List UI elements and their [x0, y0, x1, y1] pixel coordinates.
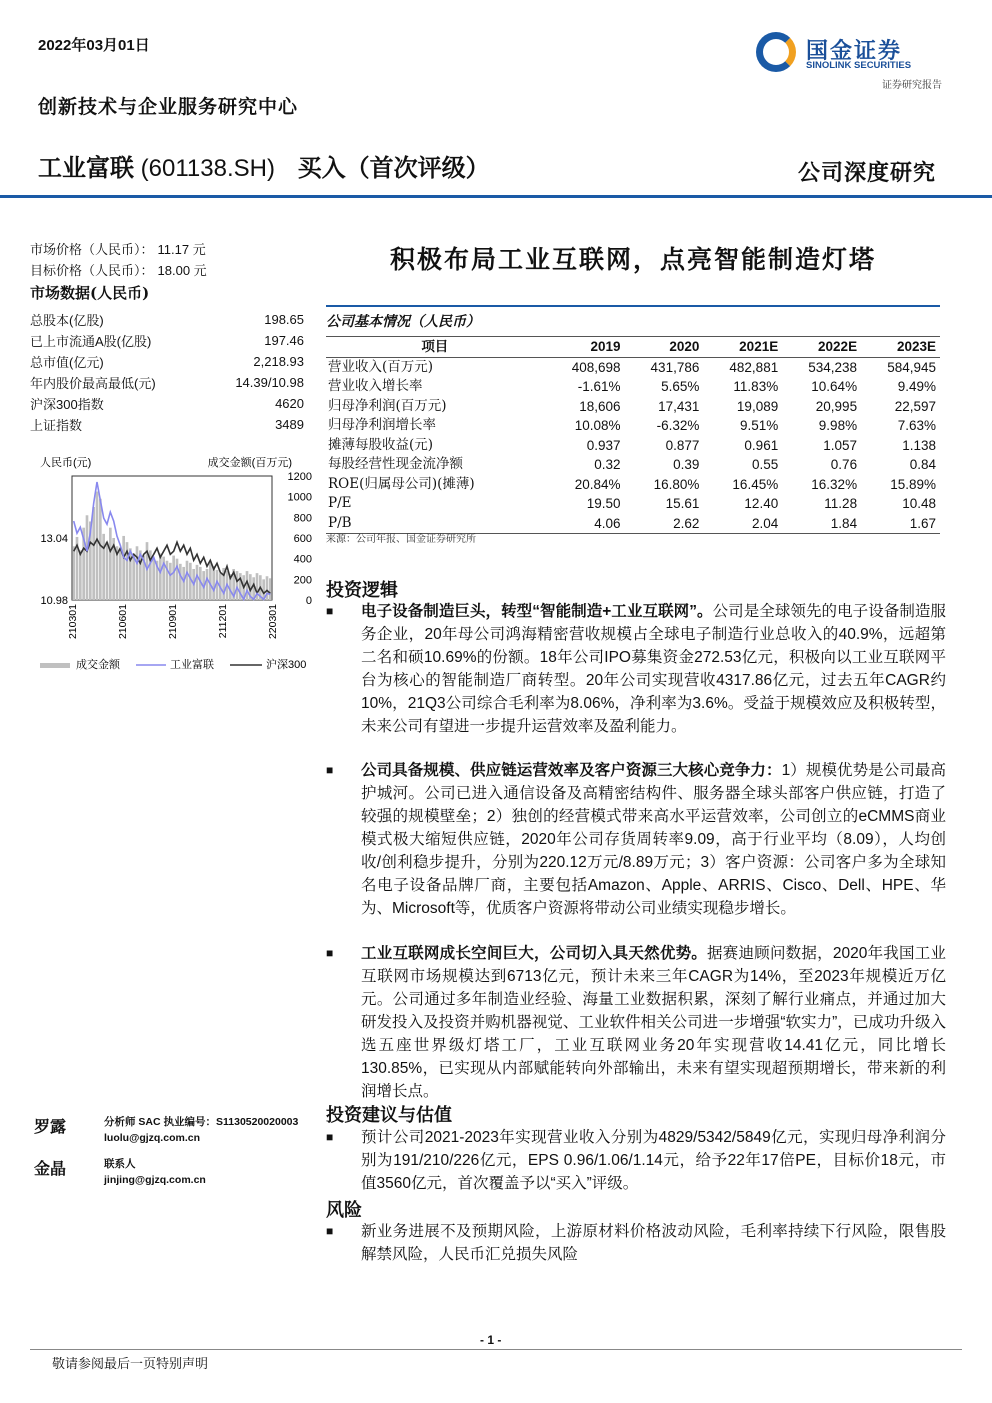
table-cell: 2.04: [703, 514, 782, 534]
price-label: 市场价格（人民币）：: [30, 242, 154, 257]
table-source: 来源：公司年报、国金证券研究所: [326, 534, 476, 545]
table-row-label: 营业收入(百万元): [328, 358, 434, 375]
market-data-value: 198.65: [264, 312, 304, 327]
table-row: [326, 455, 940, 475]
paragraph-lead: 公司具备规模、供应链运营效率及客户资源三大核心竞争力：: [361, 762, 782, 779]
rating: 买入（首次评级）: [297, 155, 490, 182]
volume-bar: [96, 492, 99, 601]
table-cell: 9.49%: [897, 379, 936, 394]
left-tick-label: 10.98: [40, 595, 68, 607]
table-header-cell: 2021E: [703, 337, 782, 358]
table-cell: 16.45%: [732, 476, 779, 492]
x-tick-label: 210301: [67, 604, 79, 640]
x-tick-label: 211201: [217, 604, 229, 639]
legend-label: 成交金额: [76, 659, 120, 671]
table-cell: 408,698: [571, 359, 621, 375]
table-cell: 534,238: [808, 359, 858, 375]
table-row: [326, 377, 940, 397]
table-cell: 0.937: [586, 437, 621, 453]
target-price-row: [30, 259, 316, 280]
stock-code: (601138.SH): [140, 155, 275, 182]
stock-price-chart: [30, 452, 320, 684]
bullet-icon: ■: [326, 763, 334, 777]
volume-bar: [196, 565, 199, 600]
table-cell: 1.84: [782, 514, 861, 534]
report-date: 2022年03月01日: [38, 37, 150, 54]
volume-bar: [136, 546, 139, 600]
table-cell: 2.62: [625, 514, 704, 534]
price-value: 18.00 元: [157, 263, 207, 278]
paragraph-lead: 电子设备制造巨头，转型“智能制造+工业互联网”。: [361, 603, 713, 620]
bullet-icon: ■: [326, 1224, 334, 1238]
price-value: 11.17 元: [157, 242, 206, 257]
market-data-label: 已上市流通A股(亿股): [30, 334, 152, 349]
legend-label: 工业富联: [170, 659, 214, 671]
table-cell: 22,597: [894, 398, 936, 414]
table-cell: 20,995: [815, 398, 858, 414]
analyst-info: [104, 1156, 206, 1188]
table-header-cell: 2019: [546, 337, 625, 358]
table-cell: 16.80%: [653, 476, 700, 492]
table-cell: 0.76: [830, 457, 858, 472]
table-cell: -6.32%: [656, 418, 700, 433]
table-row-label: 每股经营性现金流净额: [328, 456, 463, 472]
table-row: [326, 416, 940, 436]
right-tick-label: 1000: [287, 491, 312, 504]
volume-bar: [72, 546, 75, 600]
volume-bar: [86, 515, 89, 600]
volume-bar: [269, 578, 272, 600]
table-cell: 482,881: [729, 359, 779, 375]
market-price-row: [30, 238, 316, 259]
paragraph-body: 1）规模优势是公司最高护城河。公司已进入通信设备及高精密结构件、服务器全球头部客户供应链，打造了较强的规模壁垒；2）独创的经营模式带来高水平运营效率，公司创立的eCMMS商业模式极大缩短供应链，2020年公司存货周转率9.09，高于行业平均（8.09），人均创收/创利稳步提升，分别为220.12万元/8.89万元；3）客户资源：公司客户多为全球知名电子设备品牌厂商，主要包括Amazon、Apple、ARRIS、Cisco、Dell、HPE、华为、Microsoft等，优质客户资源将带动公司业绩实现稳步增长。: [361, 762, 946, 917]
paragraph-body: 据赛迪顾问数据，2020年我国工业互联网市场规模达到6713亿元，预计未来三年CAGR为14%，至2023年规模近万亿元。公司通过多年制造业经验、海量工业数据积累，深刻了解行业痛点，并通过加大研发投入及投资并购机器视觉、工业软件相关公司进一步增强“软实力”，已成功升级入选五座世界级灯塔工厂，工业互联网业务20年实现营收14.41亿元，同比增长130.85%，已实现从内部赋能转向外部输出，未来有望实现超预期增长，带来新的利润增长点。: [361, 945, 946, 1100]
table-cell: 16.32%: [811, 476, 858, 492]
report-type: 公司深度研究: [797, 160, 936, 186]
volume-bar: [122, 536, 125, 600]
legend-label: 沪深300: [266, 659, 307, 671]
volume-bar: [109, 528, 112, 600]
right-tick-label: 800: [293, 512, 312, 525]
table-row-label: 摊薄每股收益(元): [328, 436, 434, 453]
bullet-icon: ■: [326, 604, 334, 618]
table-caption: 公司基本情况（人民币）: [326, 314, 480, 330]
table-cell: 15.61: [665, 496, 700, 511]
price-block: [30, 238, 316, 435]
financial-summary-table: [326, 336, 940, 534]
table-cell: 584,945: [887, 359, 936, 375]
price-label: 目标价格（人民币）：: [30, 263, 154, 278]
analyst-entry: [34, 1114, 324, 1146]
section-title-risk: 风险: [326, 1200, 362, 1221]
paragraph-lead: 工业互联网成长空间巨大，公司切入具天然优势。: [361, 945, 708, 962]
bullet-icon: ■: [326, 1130, 334, 1144]
table-cell: 19,089: [736, 398, 779, 414]
table-row-label: P/B: [326, 514, 546, 534]
right-tick-label: 600: [293, 533, 312, 545]
x-tick-label: 210601: [117, 604, 129, 640]
right-tick-label: 0: [305, 595, 312, 607]
table-cell: 12.40: [744, 496, 779, 511]
logo-english-name: SINOLINK SECURITIES: [806, 60, 912, 71]
logo-chinese-name: 国金证券: [806, 38, 903, 63]
market-data-row: [30, 414, 316, 435]
section-title-logic: 投资逻辑: [326, 580, 398, 601]
table-header-cell: 2023E: [861, 337, 940, 358]
table-cell: 10.08%: [574, 418, 621, 433]
company-name: 工业富联: [38, 155, 134, 182]
table-row-label: 营业收入增长率: [328, 378, 423, 394]
table-cell: 20.84%: [574, 476, 621, 492]
volume-bar: [99, 499, 102, 600]
market-data-value: 3489: [275, 417, 304, 432]
right-tick-label: 400: [293, 553, 312, 566]
market-data-row: [30, 372, 316, 393]
report-headline: 积极布局工业互联网，点亮智能制造灯塔: [389, 245, 876, 274]
logic-paragraph-2: [326, 759, 946, 920]
right-tick-label: 1200: [287, 471, 312, 483]
right-axis-label: 成交金额(百万元): [207, 457, 292, 469]
market-data-label: 上证指数: [30, 418, 83, 433]
table-cell: 0.32: [594, 457, 621, 472]
market-data-label: 总股本(亿股): [30, 313, 104, 328]
table-cell: 0.961: [744, 437, 779, 453]
market-data-row: [30, 393, 316, 414]
volume-bar: [236, 571, 239, 600]
analyst-email[interactable]: luolu@gjzq.com.cn: [104, 1132, 200, 1144]
paragraph-body: 新业务进展不及预期风险，上游原材料价格波动风险，毛利率持续下行风险，限售股解禁风险，人民币汇兑损失风险: [361, 1223, 946, 1263]
market-data-list: [30, 309, 316, 435]
page-number: - 1 -: [480, 1333, 502, 1347]
left-tick-label: 13.04: [40, 533, 68, 545]
table-cell: 0.84: [909, 457, 936, 472]
market-data-row: [30, 330, 316, 351]
footer-divider: [30, 1349, 962, 1350]
left-axis-label: 人民币(元): [40, 457, 92, 469]
table-row-label: 归母净利润(百万元): [328, 397, 447, 414]
x-tick-label: 210901: [167, 604, 179, 640]
table-cell: 1.67: [861, 514, 940, 534]
market-data-title: 市场数据(人民币): [30, 284, 150, 302]
table-row: [326, 357, 940, 377]
company-logo: [756, 30, 946, 92]
table-cell: 11.83%: [733, 379, 779, 394]
stock-title-line: [38, 148, 490, 183]
table-cell: 1.057: [823, 437, 858, 453]
table-cell: 0.39: [673, 457, 700, 472]
analyst-name: 罗露: [34, 1117, 67, 1136]
market-data-label: 沪深300指数: [30, 397, 104, 412]
table-cell: -1.61%: [577, 379, 621, 394]
table-header-cell: 2020: [625, 337, 704, 358]
volume-bar: [79, 550, 82, 600]
volume-bar: [179, 564, 182, 600]
volume-bar: [102, 534, 105, 600]
logo-subtitle: 证券研究报告: [882, 80, 942, 91]
analyst-info: [104, 1114, 298, 1146]
table-top-rule: [326, 305, 940, 307]
table-row: [326, 436, 940, 456]
table-cell: 18,606: [579, 398, 621, 414]
table-cell: 0.55: [751, 457, 779, 472]
volume-bar: [152, 559, 155, 600]
volume-bar: [159, 554, 162, 601]
table-cell: 9.51%: [739, 418, 779, 433]
market-data-row: [30, 309, 316, 330]
table-cell: 11.28: [824, 496, 858, 511]
paragraph-body: 预计公司2021-2023年实现营业收入分别为4829/5342/5849亿元，实现归母净利润分别为191/210/226亿元，EPS 0.96/1.06/1.14元，给予22年17倍PE，目标价18元，市值3560亿元，首次覆盖予以“买入”评级。: [361, 1129, 946, 1192]
analyst-name: 金晶: [34, 1159, 67, 1178]
market-data-value: 2,218.93: [253, 354, 304, 369]
logic-paragraph-3: [326, 942, 946, 1103]
section-title-advice: 投资建议与估值: [326, 1105, 452, 1126]
table-row: [326, 475, 940, 495]
volume-bar: [206, 569, 209, 600]
table-row: [326, 397, 940, 417]
table-header-cell: 2022E: [782, 337, 861, 358]
volume-bar: [172, 556, 175, 600]
logo-mark-icon: [756, 32, 796, 72]
table-cell: 10.64%: [811, 379, 858, 394]
analyst-block: [34, 1114, 324, 1198]
table-cell: 19.50: [586, 496, 621, 511]
table-cell: 10.48: [902, 496, 936, 511]
legend-swatch-volume: [40, 663, 70, 668]
table-cell: 1.138: [902, 437, 936, 453]
volume-bar: [106, 542, 109, 600]
table-cell: 431,786: [650, 359, 700, 375]
header-divider: [0, 195, 992, 198]
market-data-label: 年内股价最高最低(元): [30, 376, 156, 391]
risk-paragraph: [326, 1220, 946, 1266]
table-row-label: ROE(归属母公司)(摊薄): [328, 475, 475, 492]
advice-paragraph: [326, 1126, 946, 1195]
bullet-icon: ■: [326, 946, 334, 960]
analyst-email[interactable]: jinjing@gjzq.com.cn: [104, 1174, 206, 1186]
logic-paragraph-1: [326, 600, 946, 738]
market-data-value: 4620: [275, 396, 304, 411]
paragraph-body: 公司是全球领先的电子设备制造服务企业，20年母公司鸿海精密营收规模占全球电子制造行业总收入的40.9%，远超第二名和硕10.69%的份额。18年公司IPO募集资金272.53亿元，积极向以工业互联网平台为核心的智能制造厂商转型。20年公司实现营收4317.86亿元，过去五年CAGR约10%，21Q3公司综合毛利率为8.06%，净利率为3.6%。受益于规模效应及积极转型，未来公司有望进一步提升运营效率及盈利能力。: [361, 603, 946, 735]
volume-bar: [119, 550, 122, 600]
table-cell: 4.06: [546, 514, 625, 534]
table-header-cell: 项目: [326, 337, 546, 358]
market-data-value: 197.46: [264, 333, 304, 348]
analyst-credential: 分析师 SAC 执业编号：S1130520020003: [104, 1116, 299, 1128]
market-data-label: 总市值(亿元): [30, 355, 104, 370]
x-tick-label: 220301: [267, 604, 279, 640]
right-tick-label: 200: [293, 574, 312, 587]
market-data-value: 14.39/10.98: [235, 375, 304, 390]
volume-bar: [169, 563, 172, 600]
table-cell: 9.98%: [818, 418, 858, 433]
research-department: 创新技术与企业服务研究中心: [38, 96, 299, 118]
market-data-row: [30, 351, 316, 372]
volume-bar: [92, 507, 95, 600]
analyst-entry: [34, 1156, 324, 1188]
table-cell: 5.65%: [661, 379, 700, 394]
table-row-label: P/E: [328, 495, 352, 511]
volume-bar: [186, 561, 189, 600]
table-cell: 7.63%: [897, 418, 936, 433]
table-cell: 17,431: [658, 398, 700, 414]
volume-bar: [182, 567, 185, 600]
table-row: [326, 494, 940, 514]
table-header-row: [326, 337, 940, 358]
table-cell: 0.877: [665, 437, 700, 453]
table-cell: 15.89%: [890, 476, 936, 492]
analyst-credential: 联系人: [104, 1158, 136, 1170]
table-row-label: 归母净利润增长率: [328, 417, 436, 433]
footer-note: 敬请参阅最后一页特别声明: [52, 1357, 209, 1372]
